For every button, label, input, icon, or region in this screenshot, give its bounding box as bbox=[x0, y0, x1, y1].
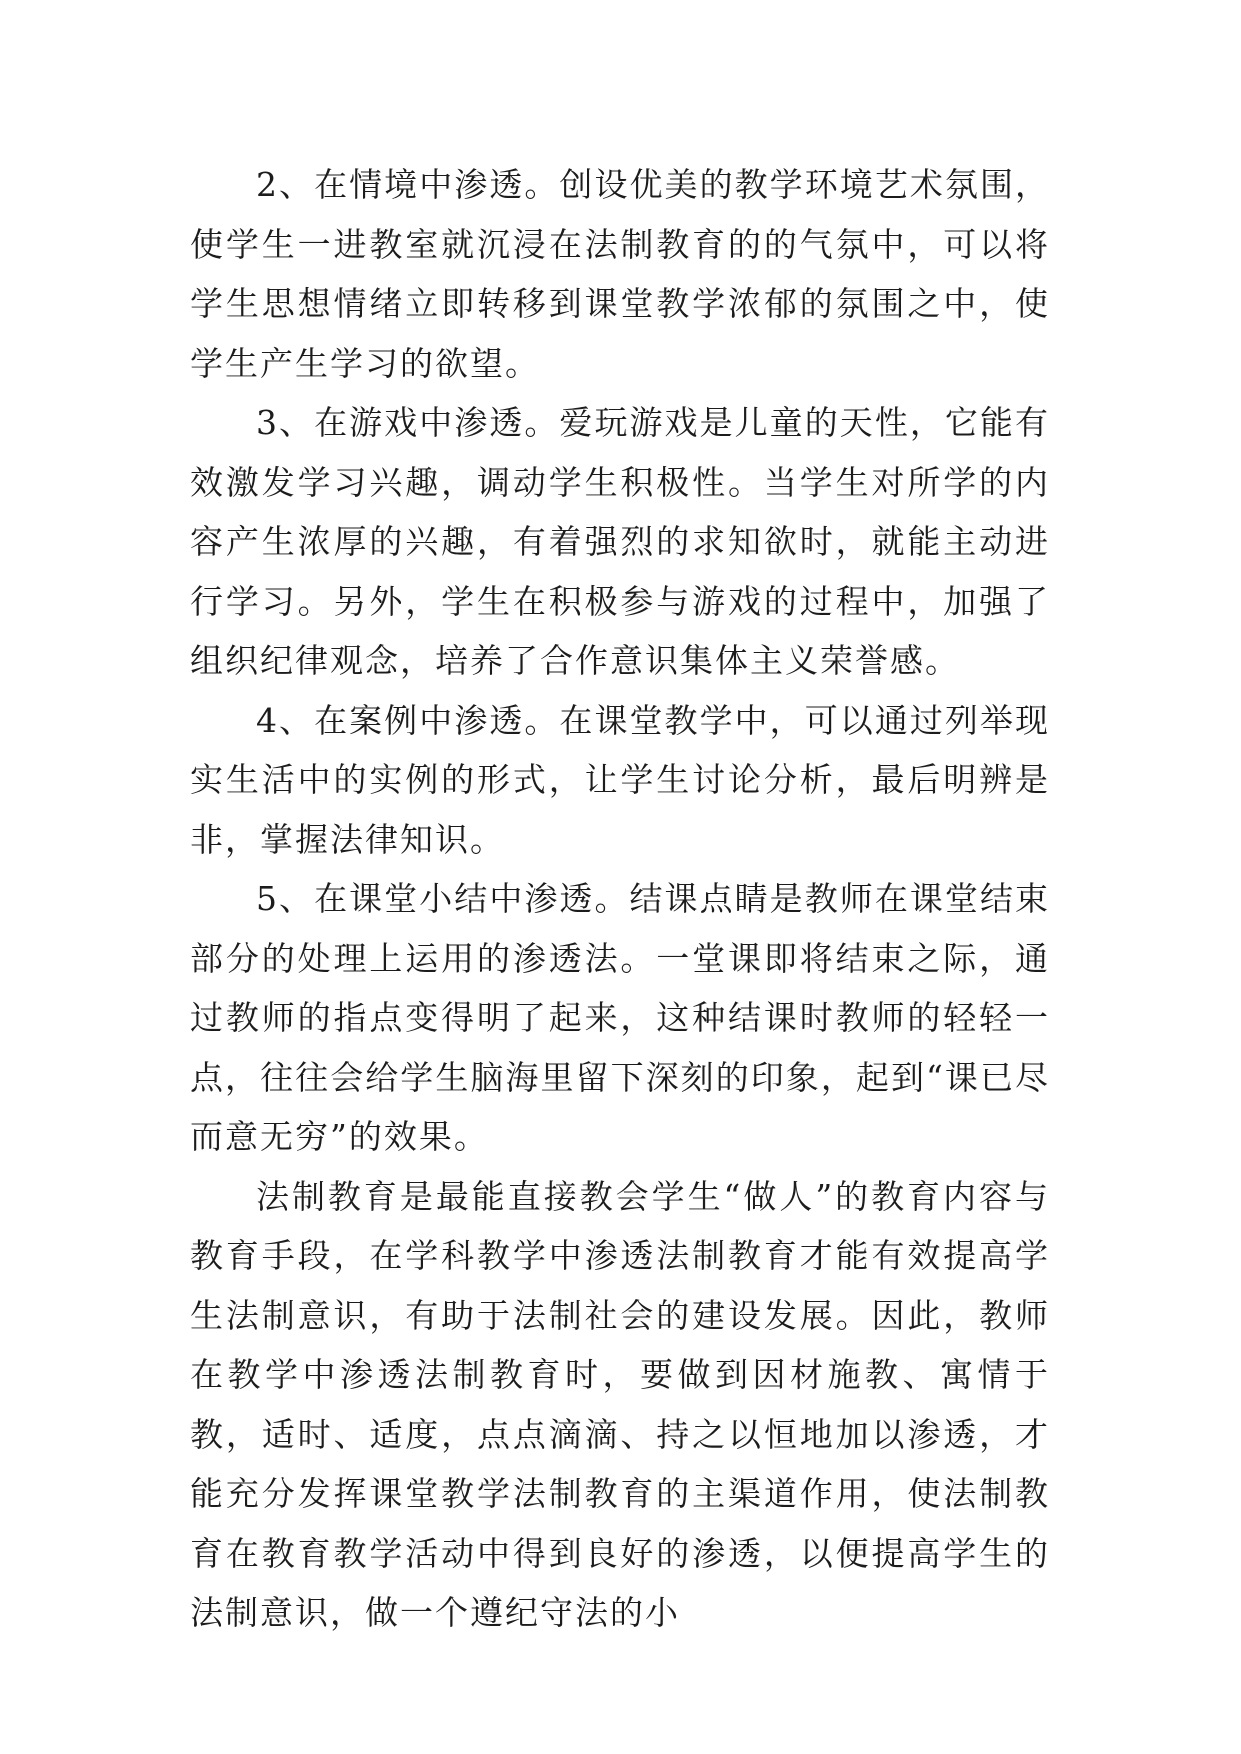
paragraph-situation: 2、在情境中渗透。创设优美的教学环境艺术氛围，使学生一进教室就沉浸在法制教育的的气氛中，可以将学生思想情绪立即转移到课堂教学浓郁的氛围之中，使学生产生学习的欲望。 bbox=[190, 165, 1050, 383]
document-body bbox=[190, 155, 1050, 1643]
paragraph-summary: 5、在课堂小结中渗透。结课点睛是教师在课堂结束部分的处理上运用的渗透法。一堂课即将结束之际，通过教师的指点变得明了起来，这种结课时教师的轻轻一点，往往会给学生脑海里留下深刻的印象，起到“课已尽而意无穷”的效果。 bbox=[190, 879, 1050, 1156]
paragraph-cases: 4、在案例中渗透。在课堂教学中，可以通过列举现实生活中的实例的形式，让学生讨论分析，最后明辨是非，掌握法律知识。 bbox=[190, 700, 1050, 859]
paragraph-conclusion: 法制教育是最能直接教会学生“做人”的教育内容与教育手段，在学科教学中渗透法制教育才能有效提高学生法制意识，有助于法制社会的建设发展。因此，教师在教学中渗透法制教育时，要做到因材施教、寓情于教，适时、适度，点点滴滴、持之以恒地加以渗透，才能充分发挥课堂教学法制教育的主渠道作用，使法制教育在教育教学活动中得到良好的渗透，以便提高学生的法制意识，做一个遵纪守法的小 bbox=[190, 1176, 1050, 1632]
paragraph-games: 3、在游戏中渗透。爱玩游戏是儿童的天性，它能有效激发学习兴趣，调动学生积极性。当学生对所学的内容产生浓厚的兴趣，有着强烈的求知欲时，就能主动进行学习。另外，学生在积极参与游戏的过程中，加强了组织纪律观念，培养了合作意识集体主义荣誉感。 bbox=[190, 403, 1050, 680]
